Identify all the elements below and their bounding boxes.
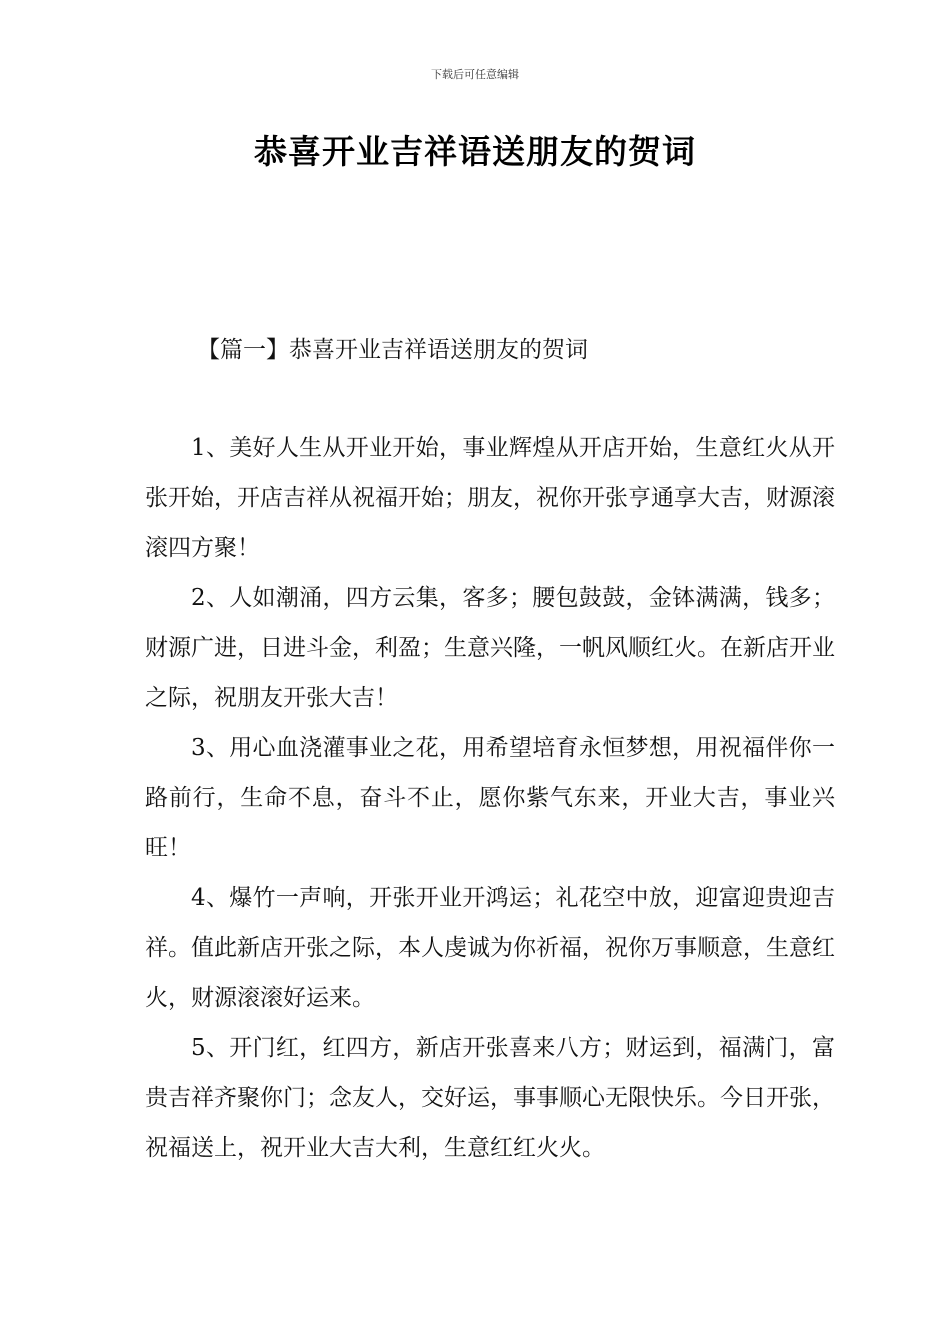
paragraph-5: 5、开门红，红四方，新店开张喜来八方；财运到，福满门，富贵吉祥齐聚你门；念友人，交好运，事事顺心无限快乐。今日开张，祝福送上，祝开业大吉大利，生意红红火火。: [145, 1035, 835, 1161]
document-body: [145, 423, 835, 1173]
document-title: 恭喜开业吉祥语送朋友的贺词: [254, 132, 696, 171]
paragraph-2: 2、人如潮涌，四方云集，客多；腰包鼓鼓，金钵满满，钱多；财源广进，日进斗金，利盈；生意兴隆，一帆风顺红火。在新店开业之际，祝朋友开张大吉！: [145, 585, 835, 711]
paragraph-3: 3、用心血浇灌事业之花，用希望培育永恒梦想，用祝福伴你一路前行，生命不息，奋斗不止，愿你紫气东来，开业大吉，事业兴旺！: [145, 735, 835, 861]
header-note: 下载后可任意编辑: [431, 68, 519, 81]
section-heading: 【篇一】恭喜开业吉祥语送朋友的贺词: [197, 337, 588, 363]
paragraph-4: 4、爆竹一声响，开张开业开鸿运；礼花空中放，迎富迎贵迎吉祥。值此新店开张之际，本人虔诚为你祈福，祝你万事顺意，生意红火，财源滚滚好运来。: [145, 885, 835, 1011]
paragraph-1: 1、美好人生从开业开始，事业辉煌从开店开始，生意红火从开张开始，开店吉祥从祝福开始；朋友，祝你开张亨通享大吉，财源滚滚四方聚！: [145, 435, 835, 561]
